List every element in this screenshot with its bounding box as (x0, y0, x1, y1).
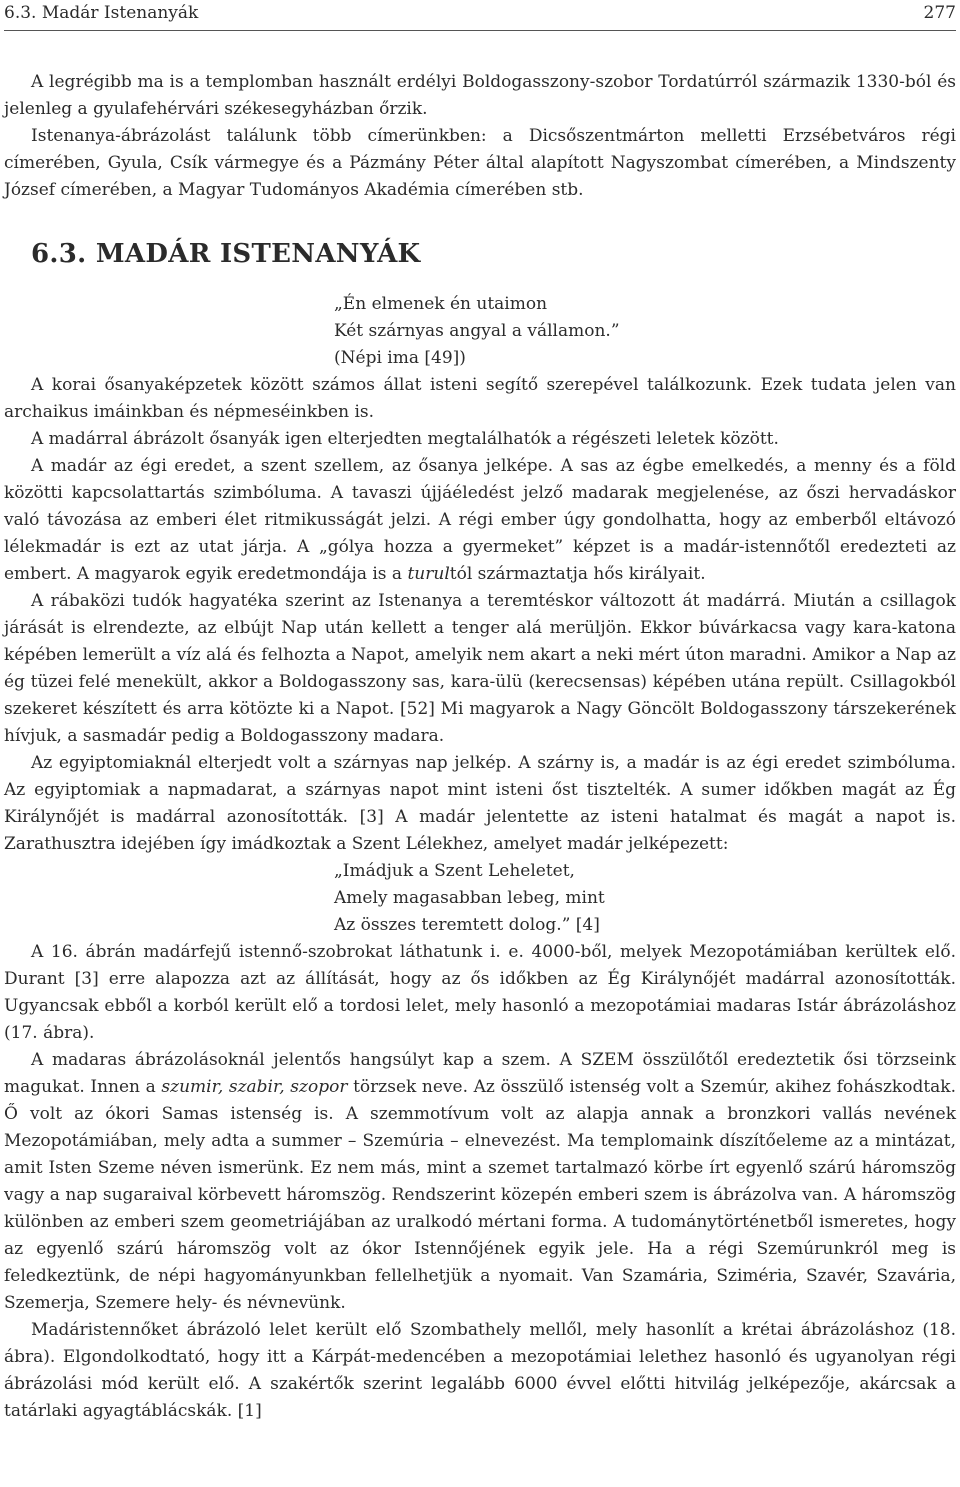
section-heading: 6.3. MADÁR ISTENANYÁK (31, 239, 421, 269)
motto-line: Két szárnyas angyal a vállamon.” (334, 321, 620, 341)
paragraph: Az egyiptomiaknál elterjedt volt a szárnyas nap jelkép. A szárny is, a madár is az égi eredet szimbóluma. Az egyiptomiak a napmadarat, a szárnyas napot mint isteni őst tisztelték. A sumer időkben magát az Ég Királynőjét is madárral azonosították. [3] A madár jelentette az isteni hatalmat és magát a napot is. Zarathusztra idejében így imádkoztak a Szent Lélekhez, amelyet madár jelképezett: (4, 753, 956, 854)
text-run: tól származtatja hős királyait. (449, 564, 706, 584)
motto-line: „Én elmenek én utaimon (334, 294, 548, 314)
text-run: törzsek neve. Az összülő istenség volt a Szemúr, akihez fohászkodtak. Ő volt az ókori Samas istenség is. A szemmotívum volt az alapja annak a bronzkori vallás nevének Mezopotámiában, mely adta a summer – Szemúria – elnevezést. Ma templomaink díszítőeleme az a mintázat, amit Isten Szeme néven ismerünk. Ez nem más, mint a szemet tartalmazó körbe írt egyenlő szárú háromszög vagy a nap sugaraival körbevett háromszög. Rendszerint közepén emberi szem is ábrázolva van. A háromszög különben az emberi szem geometriájában az uralkodó mértani forma. A tudománytörténetből ismeretes, hogy az egyenlő szárú háromszög volt az ókor Istennőjének egyik jele. Ha a régi Szemúrunkról meg is feledkeztünk, de népi hagyományunkban fellelhetjük a nyomait. Van Szamária, Sziméria, Szavér, Szavária, Szemerja, Szemere hely- és névnevünk. (4, 1077, 957, 1313)
italic-term: szumir, szabir, szopor (161, 1077, 348, 1097)
italic-term: turul (407, 564, 450, 584)
text-run: A madár az égi eredet, a szent szellem, az ősanya jelképe. A sas az égbe emelkedés, a menny és a föld közötti kapcsolattartás szimbóluma. A tavaszi újjáéledést jelző madarak megjelenése, az őszi hervadáskor való távozása az emberi élet ritmikusságát jelzi. A régi ember úgy gondolhatta, hogy az emberből eltávozó lélekmadár is ezt az utat járja. A „gólya hozza a gyermeket” képzet is a madár-istennőtől eredezteti az embert. A magyarok egyik eredetmondája is a (4, 456, 956, 584)
motto-citation: (Népi ima [49]) (334, 348, 466, 368)
paragraph (4, 453, 956, 588)
text-run: A madaras ábrázolásoknál jelentős hangsúlyt kap a szem. A SZEM összülőtől eredeztetik ősi törzseink magukat. Innen a (4, 1050, 956, 1097)
paragraph (4, 1047, 956, 1317)
running-header (4, 0, 956, 31)
poem-line: „Imádjuk a Szent Leheletet, (334, 861, 575, 881)
paragraph: A rábaközi tudók hagyatéka szerint az Istenanya a teremtéskor változott át madárrá. Miután a csillagok járását is elrendezte, az elbújt Nap után kellett a tenger alá merüljön. Ekkor búvárkacsa vagy kara-katona képében lemerült a víz alá és felhozta a Napot, amelyik nem akart a neki mért úton maradni. Amikor a Nap az ég tüzei felé menekült, akkor a Boldogasszony sas, kara-ülü (kerecsensas) képében utána repült. Csillagokból szekeret készített és arra kötözte ki a Napot. [52] Mi magyarok a Nagy Göncölt Boldogasszony társzekerének hívjuk, a sasmadár pedig a Boldogasszony madara. (4, 591, 956, 746)
poem-line: Az összes teremtett dolog.” [4] (334, 915, 600, 935)
paragraph: A korai ősanyaképzetek között számos állat isteni segítő szerepével találkozunk. Ezek tudata jelen van archaikus imáinkban és népmeséinkben is. (4, 375, 956, 422)
paragraph: A legrégibb ma is a templomban használt erdélyi Boldogasszony-szobor Tordatúrról származik 1330-ból és jelenleg a gyulafehérvári székesegyházban őrzik. (4, 72, 956, 119)
paragraph: A madárral ábrázolt ősanyák igen elterjedten megtalálhatók a régészeti leletek között. (31, 429, 779, 449)
document-body (4, 69, 956, 1425)
document-page (4, 0, 957, 1421)
paragraph: A 16. ábrán madárfejű istennő-szobrokat láthatunk i. e. 4000-ből, melyek Mezopotámiában kerültek elő. Durant [3] erre alapozza azt az állítását, hogy az ős időkben az Ég Királynőjét madárral azonosították. Ugyancsak ebből a korból került elő a tordosi lelet, mely hasonló a mezopotámiai madaras Istár ábrázoláshoz (17. ábra). (4, 942, 956, 1043)
paragraph: Madáristennőket ábrázoló lelet került elő Szombathely mellől, mely hasonlít a krétai ábrázoláshoz (18. ábra). Elgondolkodtató, hogy itt a Kárpát-medencében a mezopotámiai lelethez hasonló és ugyanolyan régi ábrázolási mód került elő. A szakértők szerint legalább 6000 évvel előtti hitvilág jelképezője, akárcsak a tatárlaki agyagtáblácskák. [1] (4, 1320, 956, 1421)
poem-line: Amely magasabban lebeg, mint (334, 888, 605, 908)
paragraph: Istenanya-ábrázolást találunk több címerünkben: a Dicsőszentmárton melletti Erzsébetváros régi címerében, Gyula, Csík vármegye és a Pázmány Péter által alapított Nagyszombat címerében, a Mindszenty József címerében, a Magyar Tudományos Akadémia címerében stb. (4, 126, 956, 200)
running-title: 6.3. Madár Istenanyák (4, 3, 199, 23)
page-number: 277 (923, 3, 956, 23)
